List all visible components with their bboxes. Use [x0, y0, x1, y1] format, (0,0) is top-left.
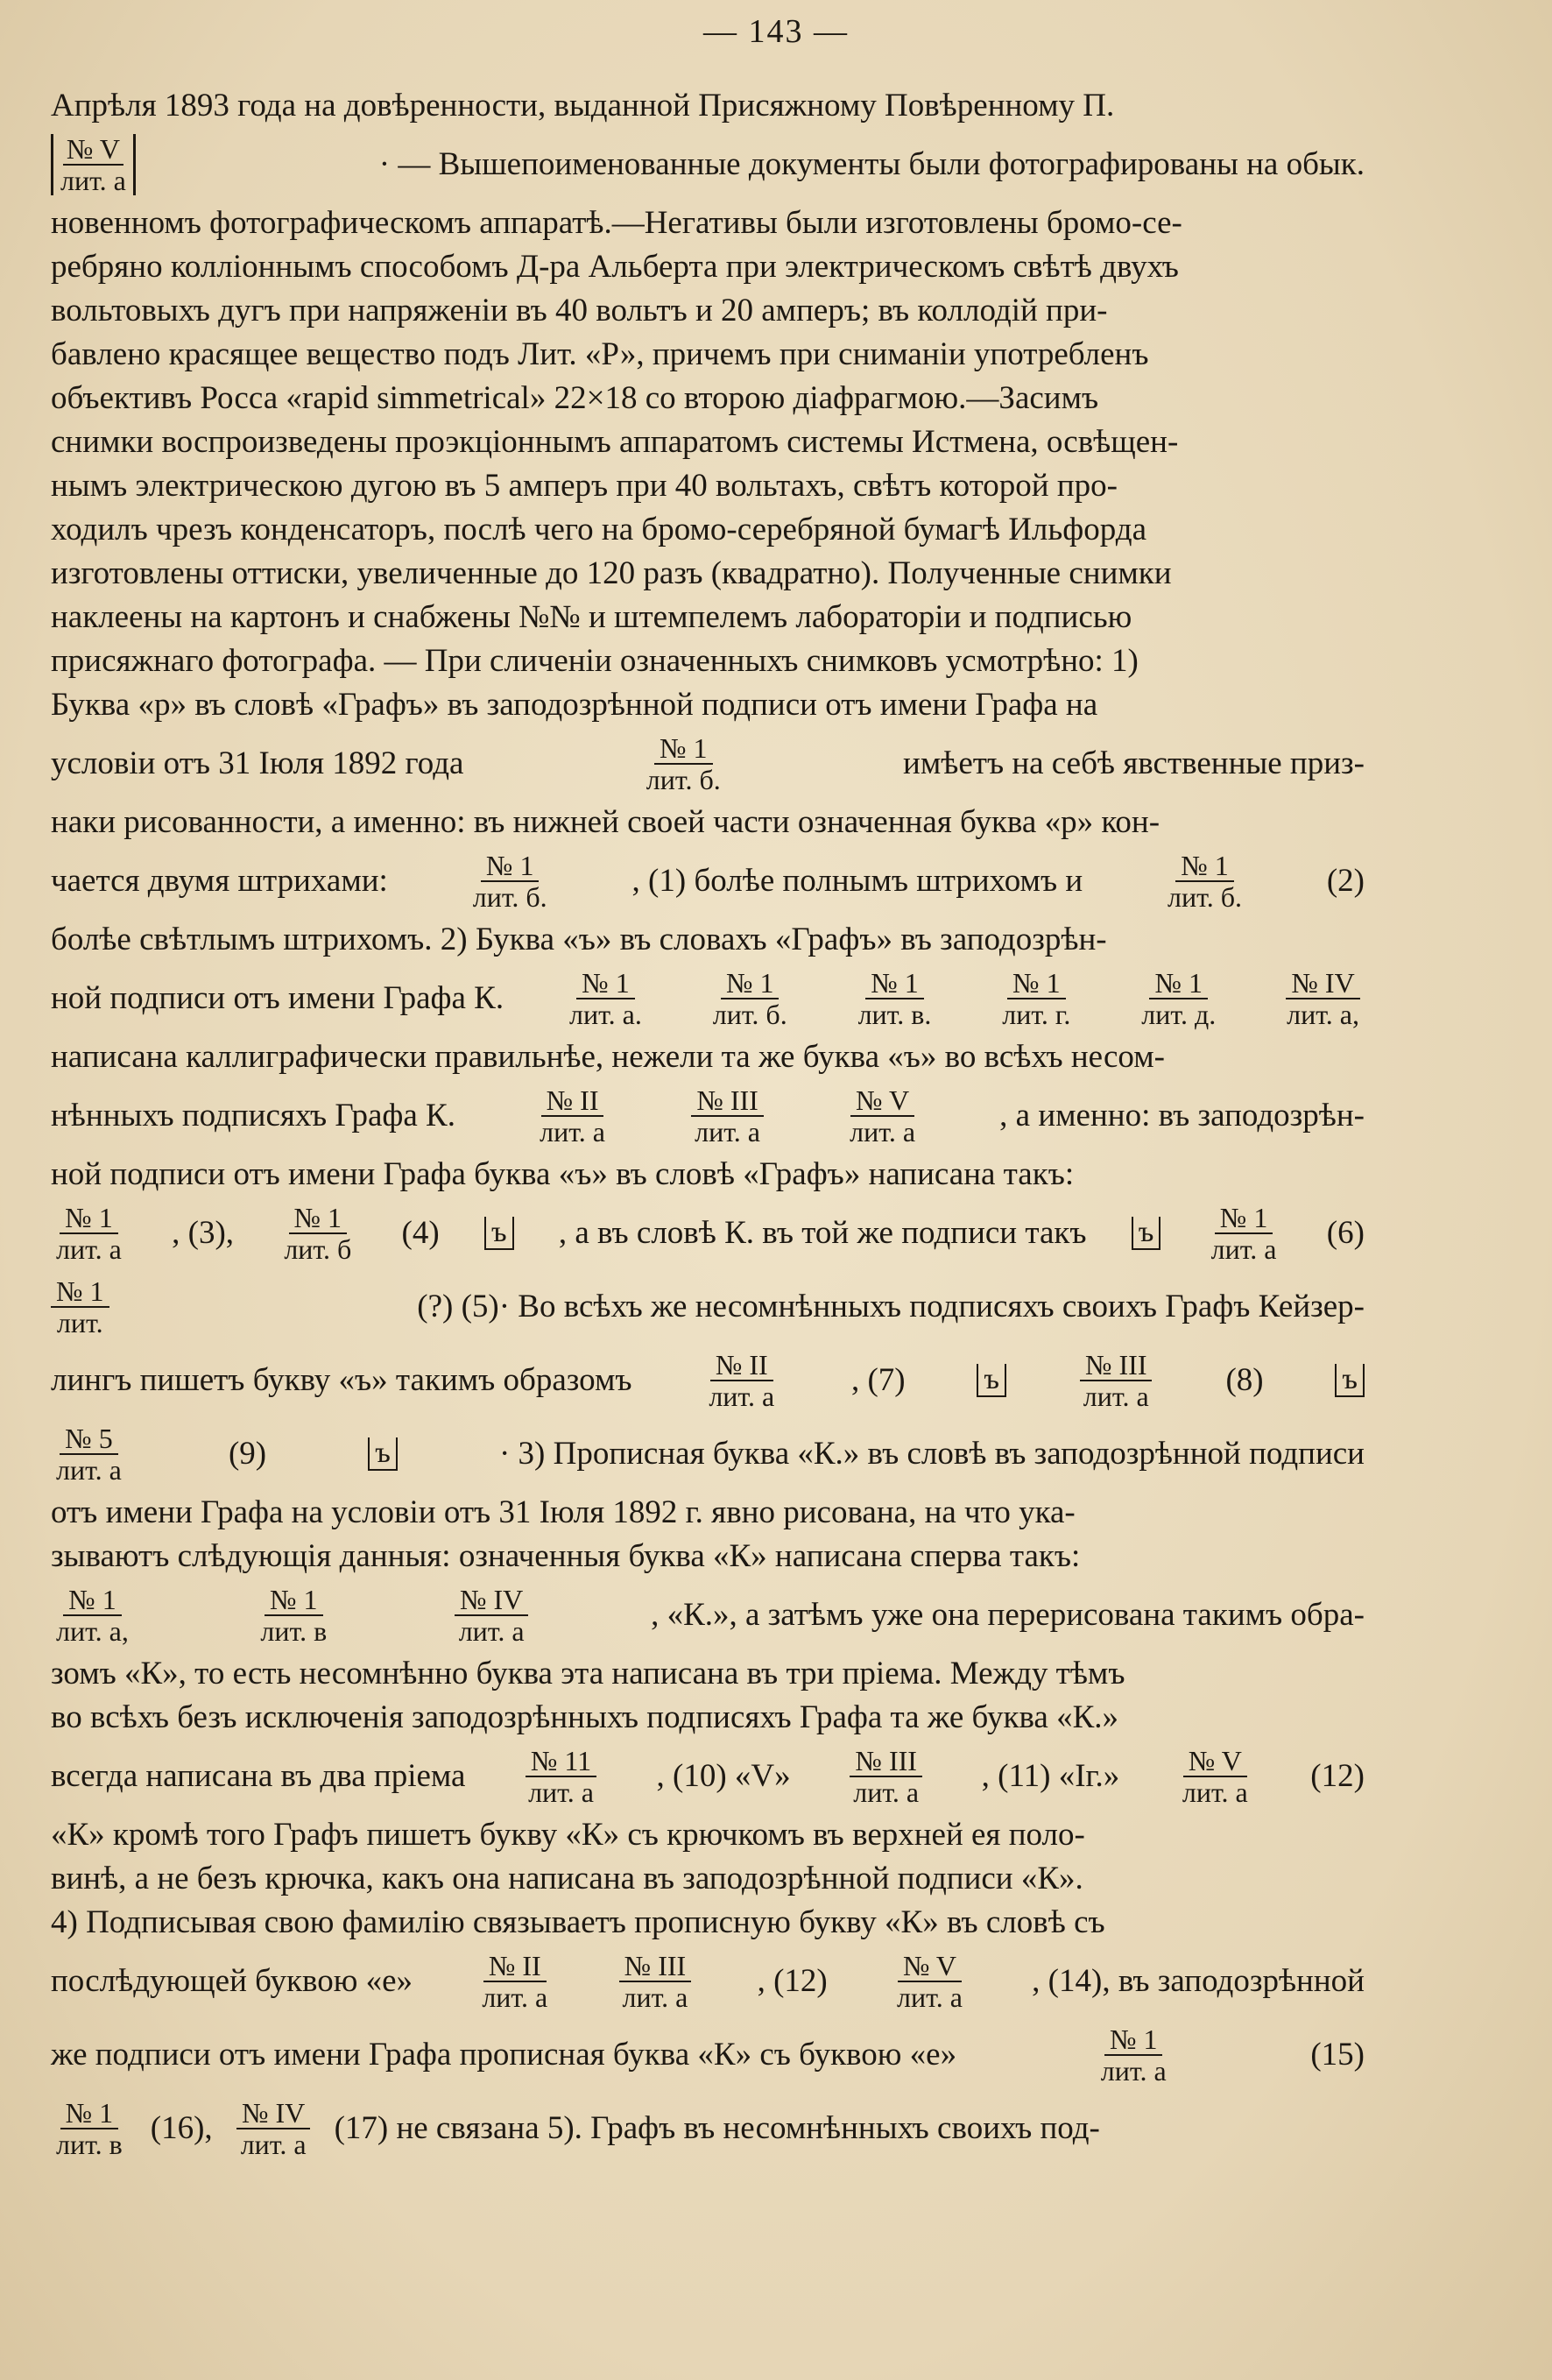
fraction-numerator: № II	[483, 1951, 547, 1982]
reference-fraction	[1096, 2024, 1172, 2086]
text-segment: (9)	[228, 1436, 267, 1472]
reference-fraction	[1206, 1203, 1282, 1264]
fraction-numerator: № 1	[51, 1276, 109, 1308]
fraction-numerator: № 1	[63, 1585, 122, 1616]
fraction-numerator: № 1	[1007, 968, 1066, 999]
text-segment: (17) не связана 5). Графъ въ несомнѣнныхъ своихъ под-	[334, 2110, 1100, 2146]
fraction-numerator: № IV	[455, 1585, 528, 1616]
fraction-numerator: № V	[63, 134, 123, 166]
reference-fraction	[468, 851, 553, 912]
fraction-denominator: лит. в	[260, 1615, 328, 1647]
text-segment: (6)	[1326, 1215, 1365, 1251]
fraction-denominator: лит. а	[60, 165, 126, 196]
text-line	[51, 920, 1365, 960]
text-segment: снимки воспроизведены проэкцiоннымъ аппаратомъ системы Истмена, освѣщен-	[51, 424, 1179, 460]
fraction-denominator: лит. б.	[712, 999, 787, 1030]
text-segment: ходилъ чрезъ конденсаторъ, послѣ чего на бромо-серебряной бумагѣ Ильфорда	[51, 512, 1146, 547]
fraction-denominator: лит. г.	[1002, 999, 1071, 1030]
text-line	[51, 1741, 1365, 1811]
fraction-numerator: № V	[850, 1085, 914, 1117]
fraction-numerator: № 1	[865, 968, 924, 999]
fraction-numerator: № 1	[1215, 1203, 1273, 1234]
text-line	[51, 291, 1365, 331]
reference-fraction	[523, 1746, 599, 1807]
text-segment: же подписи отъ имени Графа прописная буква «К» съ буквою «е»	[51, 2037, 957, 2073]
text-segment: , (11) «Iг.»	[981, 1758, 1120, 1794]
text-line	[51, 1419, 1365, 1489]
bracketed-reference	[51, 134, 136, 195]
text-segment: (4)	[401, 1215, 440, 1251]
text-line	[51, 378, 1365, 419]
text-line	[51, 466, 1365, 506]
text-segment: · — Вышепоименованные документы были фотографированы на обык.	[378, 146, 1365, 182]
reference-fraction	[564, 968, 647, 1029]
text-segment: , а именно: въ заподозрѣн-	[999, 1098, 1365, 1134]
text-segment: чается двумя штрихами:	[51, 863, 388, 899]
reference-fraction	[476, 1951, 553, 2012]
fraction-numerator: № 1	[1149, 968, 1208, 999]
page-number: — 143 —	[703, 13, 849, 50]
reference-fraction	[844, 1085, 921, 1147]
text-segment: написана каллиграфически правильнѣе, нежели та же буква «ъ» во всѣхъ несом-	[51, 1039, 1165, 1075]
reference-fraction	[703, 1350, 780, 1411]
fraction-denominator: лит. а.	[568, 999, 642, 1030]
text-line	[51, 1037, 1365, 1077]
reference-fraction	[1281, 968, 1365, 1029]
text-segment: имѣетъ на себѣ явственные приз-	[903, 745, 1365, 781]
text-segment: зомъ «К», то есть несомнѣнно буква эта написана въ три прiема. Между тѣмъ	[51, 1656, 1125, 1691]
text-segment: «К» кромѣ того Графъ пишетъ букву «К» съ крючкомъ въ верхней ея поло-	[51, 1817, 1085, 1853]
reference-fraction	[454, 1585, 530, 1646]
fraction-denominator: лит. а	[695, 1116, 760, 1148]
text-segment: послѣдующей буквою «е»	[51, 1963, 413, 1999]
text-segment: всегда написана въ два прiема	[51, 1758, 466, 1794]
text-line	[51, 1198, 1365, 1268]
text-segment: нымъ электрическою дугою въ 5 амперъ при 40 вольтахъ, свѣтъ которой про-	[51, 468, 1118, 504]
fraction-numerator: № III	[619, 1951, 692, 1982]
reference-fraction	[255, 1585, 332, 1646]
text-segment: , (10) «V»	[656, 1758, 791, 1794]
text-line	[51, 729, 1365, 799]
text-line	[51, 554, 1365, 594]
text-segment: лингъ пишетъ букву «ъ» такимъ образомъ	[51, 1362, 632, 1398]
text-segment: болѣе свѣтлымъ штрихомъ. 2) Буква «ъ» въ словахъ «Графъ» въ заподозрѣн-	[51, 922, 1107, 957]
fraction-numerator: № II	[541, 1085, 604, 1117]
text-segment: ной подписи отъ имени Графа К.	[51, 980, 504, 1016]
boxed-letter: ъ	[484, 1217, 514, 1250]
text-line	[51, 846, 1365, 916]
text-line	[51, 1493, 1365, 1533]
fraction-numerator: № 1	[60, 2098, 119, 2129]
reference-fraction	[848, 1746, 924, 1807]
text-line	[51, 641, 1365, 682]
fraction-numerator: № 1	[481, 851, 540, 882]
fraction-denominator: лит. а	[1083, 1381, 1149, 1412]
fraction-denominator: лит. б.	[645, 764, 721, 795]
reference-fraction	[1136, 968, 1221, 1029]
fraction-numerator: № 1	[576, 968, 635, 999]
fraction-denominator: лит. а,	[1287, 999, 1359, 1030]
text-line	[51, 2094, 1365, 2164]
text-line	[51, 130, 1365, 200]
text-line	[51, 203, 1365, 244]
text-segment: изготовлены оттиски, увеличенные до 120 разъ (квадратно). Полученные снимки	[51, 555, 1172, 591]
reference-fraction	[51, 1276, 109, 1338]
reference-fraction	[534, 1085, 610, 1147]
text-segment: наклеены на картонъ и снабжены №№ и штемпелемъ лабораторiи и подписью	[51, 599, 1132, 635]
boxed-letter: ъ	[368, 1437, 398, 1471]
text-segment: новенномъ фотографическомъ аппаратѣ.—Негативы были изготовлены бромо-се-	[51, 205, 1182, 241]
reference-fraction	[997, 968, 1076, 1029]
fraction-numerator: № II	[710, 1350, 773, 1381]
fraction-denominator: лит. а	[850, 1116, 916, 1148]
text-segment: , (12)	[757, 1963, 828, 1999]
reference-fraction	[1177, 1746, 1253, 1807]
text-segment: Буква «р» въ словѣ «Графъ» въ заподозрѣнной подписи отъ имени Графа на	[51, 687, 1098, 723]
text-segment: (2)	[1326, 863, 1365, 899]
text-line	[51, 1815, 1365, 1855]
text-segment: , (1) болѣе полнымъ штрихомъ и	[631, 863, 1083, 899]
fraction-denominator: лит. а	[240, 2129, 307, 2160]
fraction-denominator: лит. б.	[1168, 881, 1242, 913]
reference-fraction	[51, 1423, 127, 1485]
text-segment: ребряно коллiоннымъ способомъ Д-ра Альберта при электрическомъ свѣтѣ двухъ	[51, 249, 1179, 285]
text-segment: отъ имени Графа на условiи отъ 31 Iюля 1892 г. явно рисована, на что ука-	[51, 1494, 1076, 1530]
text-line	[51, 1946, 1365, 2016]
fraction-denominator: лит. а	[897, 1981, 963, 2013]
fraction-numerator: № 1	[1175, 851, 1234, 882]
fraction-denominator: лит. а	[853, 1776, 920, 1808]
text-line	[51, 1081, 1365, 1151]
text-segment: , а въ словѣ К. въ той же подписи такъ	[558, 1215, 1087, 1251]
text-segment: условiи отъ 31 Iюля 1892 года	[51, 745, 464, 781]
reference-fraction	[853, 968, 937, 1029]
fraction-denominator: лит. в.	[857, 999, 932, 1030]
fraction-numerator: № 5	[60, 1423, 118, 1455]
text-line	[51, 1654, 1365, 1694]
text-segment: , «К.», а затѣмъ уже она перерисована такимъ обра-	[651, 1597, 1365, 1633]
text-segment: вольтовыхъ дугъ при напряженiи въ 40 вольтъ и 20 амперъ; въ коллодiй при-	[51, 293, 1108, 328]
text-line	[51, 422, 1365, 463]
reference-fraction	[51, 1203, 127, 1264]
reference-fraction	[51, 2098, 128, 2159]
fraction-denominator: лит. а	[56, 1454, 122, 1486]
fraction-numerator: № V	[898, 1951, 962, 1982]
boxed-letter: ъ	[977, 1364, 1006, 1397]
reference-fraction	[279, 1203, 356, 1264]
reference-fraction	[1162, 851, 1247, 912]
text-segment: присяжнаго фотографа. — При сличенiи означенныхъ снимковъ усмотрѣно: 1)	[51, 643, 1139, 679]
text-line	[51, 1345, 1365, 1416]
fraction-numerator: № 1	[1104, 2024, 1163, 2056]
text-segment: , (3),	[172, 1215, 235, 1251]
fraction-denominator: лит. а	[56, 1233, 122, 1265]
text-segment: во всѣхъ безъ исключенiя заподозрѣнныхъ подписяхъ Графа та же буква «К.»	[51, 1699, 1119, 1735]
fraction-denominator: лит. б	[284, 1233, 352, 1265]
text-line	[51, 1536, 1365, 1577]
text-line	[51, 1859, 1365, 1899]
reference-fraction	[51, 1585, 134, 1646]
text-line	[51, 1903, 1365, 1943]
fraction-numerator: № III	[691, 1085, 764, 1117]
reference-fraction	[1078, 1350, 1154, 1411]
text-line	[51, 964, 1365, 1034]
fraction-denominator: лит. б.	[472, 881, 547, 913]
fraction-denominator: лит. а	[482, 1981, 548, 2013]
text-line	[51, 335, 1365, 375]
boxed-letter: ъ	[1335, 1364, 1365, 1397]
text-line	[51, 1155, 1365, 1195]
fraction-numerator: № V	[1183, 1746, 1247, 1777]
reference-fraction	[236, 2098, 312, 2159]
text-segment: бавлено красящее вещество подъ Лит. «Р», причемъ при сниманiи употребленъ	[51, 336, 1149, 372]
fraction-denominator: лит. а	[1210, 1233, 1277, 1265]
fraction-denominator: лит. в	[56, 2129, 123, 2160]
boxed-letter: ъ	[1132, 1217, 1161, 1250]
text-segment: Апрѣля 1893 года на довѣренности, выданной Присяжному Повѣренному П.	[51, 88, 1115, 124]
text-segment: · 3) Прописная буква «К.» въ словѣ въ заподозрѣнной подписи	[498, 1436, 1365, 1472]
fraction-denominator: лит. а	[1100, 2055, 1167, 2087]
reference-fraction	[641, 733, 726, 795]
reference-fraction	[689, 1085, 765, 1147]
text-segment: (?) (5)· Во всѣхъ же несомнѣнныхъ подписяхъ своихъ Графъ Кейзер-	[417, 1289, 1365, 1324]
reference-fraction	[892, 1951, 968, 2012]
text-line	[51, 1580, 1365, 1650]
fraction-denominator: лит. а	[458, 1615, 525, 1647]
fraction-numerator: № 1	[60, 1203, 118, 1234]
reference-fraction	[708, 968, 793, 1029]
text-segment: зываютъ слѣдующiя данныя: означенныя буква «К» написана сперва такъ:	[51, 1538, 1081, 1574]
text-segment: (16),	[150, 2110, 213, 2146]
fraction-denominator: лит. д.	[1141, 999, 1217, 1030]
text-segment: 4) Подписывая свою фамилiю связываетъ прописную букву «К» въ словѣ съ	[51, 1904, 1105, 1940]
fraction-numerator: № III	[850, 1746, 922, 1777]
text-segment: наки рисованности, а именно: въ нижней своей части означенная буква «р» кон-	[51, 804, 1160, 840]
text-line	[51, 685, 1365, 725]
text-line	[51, 510, 1365, 550]
text-line	[51, 86, 1365, 126]
fraction-numerator: № 11	[526, 1746, 596, 1777]
fraction-denominator: лит. а	[709, 1381, 775, 1412]
fraction-denominator: лит. а	[528, 1776, 594, 1808]
text-segment: (8)	[1225, 1362, 1264, 1398]
text-segment: (12)	[1310, 1758, 1365, 1794]
fraction-denominator: лит.	[56, 1307, 103, 1338]
fraction-denominator: лит. а	[540, 1116, 605, 1148]
text-line	[51, 802, 1365, 843]
text-segment: , (14), въ заподозрѣнной	[1032, 1963, 1365, 1999]
text-line	[51, 247, 1365, 287]
text-segment: (15)	[1310, 2037, 1365, 2073]
fraction-denominator: лит. а	[622, 1981, 688, 2013]
fraction-numerator: № IV	[236, 2098, 310, 2129]
text-segment: объективъ Росса «rapid simmetrical» 22×18 со второю дiафрагмою.—Засимъ	[51, 380, 1099, 416]
text-line	[51, 1698, 1365, 1738]
text-segment: нѣнныхъ подписяхъ Графа К.	[51, 1098, 455, 1134]
fraction-numerator: № III	[1080, 1350, 1153, 1381]
text-segment: , (7)	[850, 1362, 906, 1398]
fraction-numerator: № 1	[654, 733, 713, 765]
body-text	[51, 86, 1365, 2167]
text-segment: винѣ, а не безъ крючка, какъ она написана въ заподозрѣнной подписи «К».	[51, 1861, 1083, 1896]
text-line	[51, 597, 1365, 638]
fraction-denominator: лит. а,	[56, 1615, 129, 1647]
reference-fraction	[617, 1951, 693, 2012]
text-segment: ной подписи отъ имени Графа буква «ъ» въ словѣ «Графъ» написана такъ:	[51, 1156, 1075, 1192]
text-line	[51, 1272, 1365, 1342]
fraction-numerator: № 1	[265, 1585, 323, 1616]
text-line	[51, 2020, 1365, 2090]
fraction-denominator: лит. а	[1182, 1776, 1248, 1808]
fraction-numerator: № 1	[721, 968, 780, 999]
fraction-numerator: № 1	[289, 1203, 348, 1234]
fraction-numerator: № IV	[1286, 968, 1359, 999]
